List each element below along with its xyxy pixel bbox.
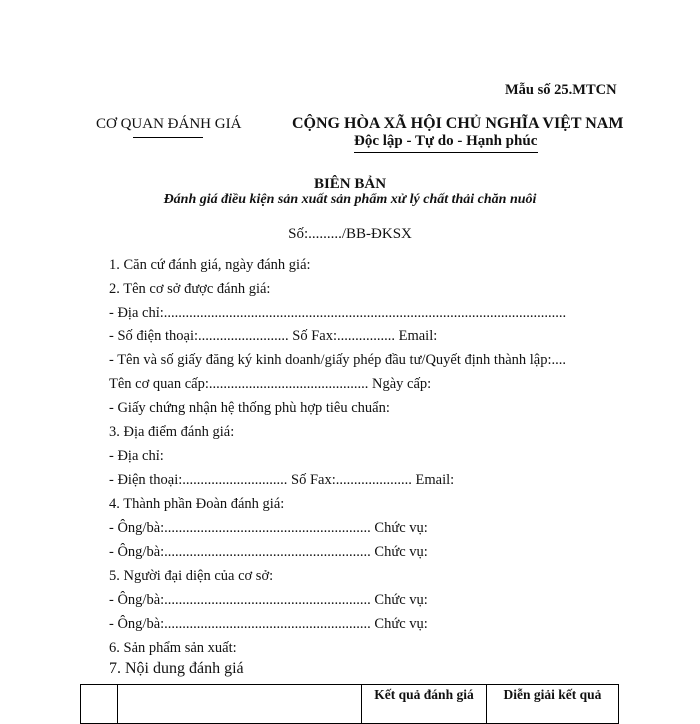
line-business-license: - Tên và số giấy đăng ký kinh doanh/giấy phép đầu tư/Quyết định thành lập:.... (109, 352, 567, 368)
col-index-header (81, 685, 118, 724)
line-representative-member: - Ông/bà:......................................................... Chức vụ: (109, 616, 428, 632)
line-location-contact: - Điện thoại:............................. Số Fax:..................... Email: (109, 472, 455, 488)
document-title: BIÊN BẢN (313, 176, 387, 192)
document-number: Số:........./BB-ĐKSX (288, 226, 412, 242)
line-facility-address: - Địa chỉ:............................................................................................................... (109, 305, 567, 321)
line-6-products: 6. Sản phẩm sản xuất: (109, 640, 237, 656)
line-team-member: - Ông/bà:......................................................... Chức vụ: (109, 520, 428, 536)
national-motto: Độc lập - Tự do - Hạnh phúc (354, 133, 538, 149)
form-number: Mẫu số 25.MTCN (505, 82, 617, 98)
line-representative-member: - Ông/bà:......................................................... Chức vụ: (109, 592, 428, 608)
national-title: CỘNG HÒA XÃ HỘI CHỦ NGHĨA VIỆT NAM (292, 115, 624, 132)
line-3-location: 3. Địa điểm đánh giá: (109, 424, 235, 440)
agency-label: CƠ QUAN ĐÁNH GIÁ (96, 116, 242, 132)
line-facility-contact: - Số điện thoại:......................... Số Fax:................ Email: (109, 328, 438, 344)
line-issuing-agency: Tên cơ quan cấp:............................................ Ngày cấp: (109, 376, 432, 392)
line-2-facility-name: 2. Tên cơ sở được đánh giá: (109, 281, 271, 297)
document-subtitle: Đánh giá điều kiện sản xuất sản phẩm xử lý chất thải chăn nuôi (163, 192, 537, 207)
line-7-content: 7. Nội dung đánh giá (109, 660, 244, 677)
table-header-row (81, 685, 619, 724)
line-5-representative: 5. Người đại diện của cơ sở: (109, 568, 274, 584)
col-result-header: Kết quả đánh giá (362, 685, 487, 724)
line-team-member: - Ông/bà:......................................................... Chức vụ: (109, 544, 428, 560)
agency-underline (133, 137, 203, 138)
line-location-address: - Địa chỉ: (109, 448, 164, 464)
motto-underline (354, 152, 538, 153)
line-4-team: 4. Thành phần Đoàn đánh giá: (109, 496, 285, 512)
line-1-basis: 1. Căn cứ đánh giá, ngày đánh giá: (109, 257, 311, 273)
col-explain-header: Diễn giải kết quả (487, 685, 619, 724)
line-certificate: - Giấy chứng nhận hệ thống phù hợp tiêu chuẩn: (109, 400, 390, 416)
col-content-header (118, 685, 362, 724)
evaluation-table (80, 684, 619, 724)
